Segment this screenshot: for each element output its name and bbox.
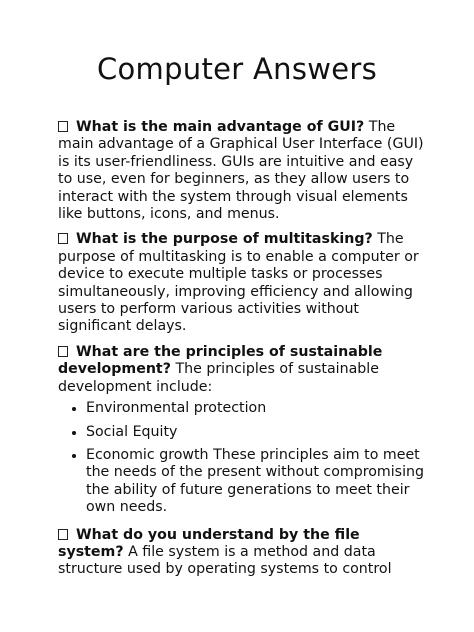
missing-glyph-icon — [58, 233, 68, 244]
answer-text: The principles of sustainable development include: — [58, 361, 379, 395]
question-text: What are the principles of sustainable development? — [58, 343, 383, 378]
list-item: Social Equity — [86, 424, 428, 441]
document-body — [58, 119, 428, 587]
qa-multitasking-purpose — [58, 231, 428, 335]
list-item: Economic growth These principles aim to meet the needs of the present without compromising the ability of future generations to meet their own needs. — [86, 447, 428, 517]
answer-text: The purpose of multitasking is to enable a computer or device to execute multiple tasks or processes simultaneously, improving efficiency and allowing users to perform various activities without significant delays. — [58, 231, 419, 335]
question-text: What is the purpose of multitasking? — [76, 231, 373, 248]
answer-text: The main advantage of a Graphical User Interface (GUI) is its user-friendliness. GUIs are intuitive and easy to use, even for beginners, as they allow users to interact with the system through visual elements like buttons, icons, and menus. — [58, 119, 424, 223]
question-text: What is the main advantage of GUI? — [76, 119, 365, 135]
missing-glyph-icon — [58, 346, 68, 357]
question-text: What do you understand by the file system? — [58, 526, 360, 560]
missing-glyph-icon — [58, 121, 68, 132]
page-title: Computer Answers — [96, 52, 378, 86]
missing-glyph-icon — [58, 529, 68, 540]
list-item: Environmental protection — [86, 400, 428, 417]
answer-text: A file system is a method and data structure used by operating systems to control — [58, 543, 392, 578]
qa-gui-advantage — [58, 119, 428, 223]
qa-file-system — [58, 527, 428, 579]
principles-list — [58, 400, 428, 516]
qa-sustainable-development — [58, 344, 428, 396]
